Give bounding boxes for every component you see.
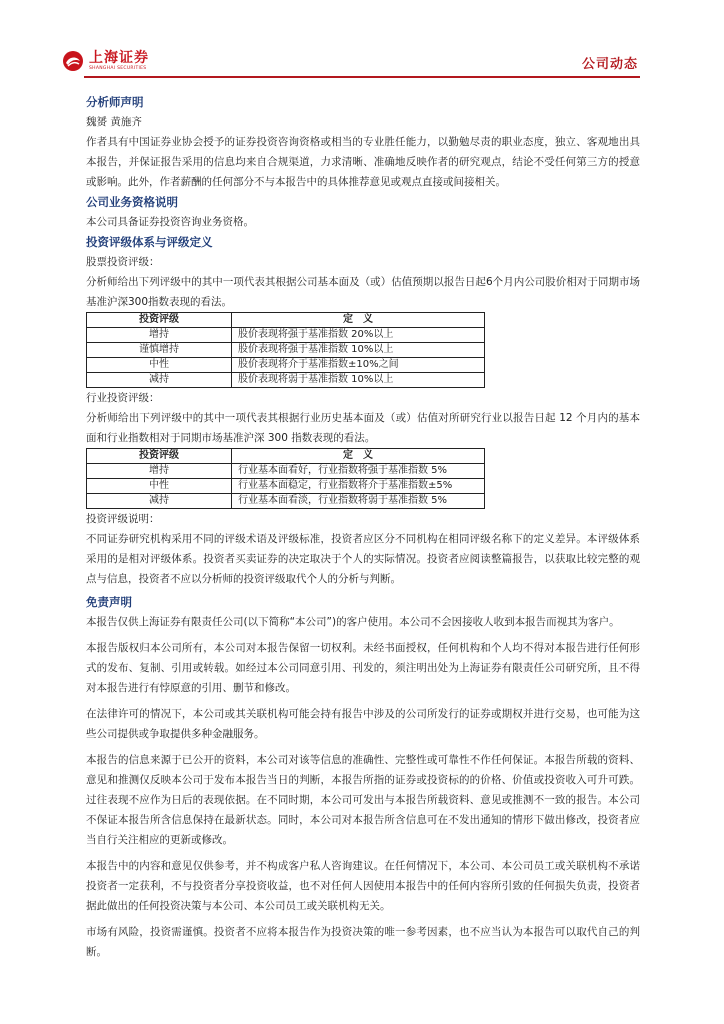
disclaimer-paragraph: 本报告的信息来源于已公开的资料，本公司对该等信息的准确性、完整性或可靠性不作任何保证。本报告所载的资料、意见和推测仅反映本公司于发布本报告当日的判断，本报告所指的证券或投资标的的价格、价值或投资收入可升可跌。过往表现不应作为日后的表现依据。在不同时期，本公司可发出与本报告所载资料、意见或推测不一致的报告。本公司不保证本报告所含信息保持在最新状态。同时，本公司对本报告所含信息可在不发出通知的情形下做出修改，投资者应当自行关注相应的更新或修改。 [86, 754, 640, 846]
industry-rating-label: 行业投资评级： [86, 392, 160, 404]
page-header [0, 0, 724, 80]
definition-cell: 股价表现将弱于基准指数 10%以上 [232, 373, 485, 388]
logo-emblem-icon [62, 50, 84, 72]
analyst-statement: 作者具有中国证券业协会授予的证券投资咨询资格或相当的专业胜任能力，以勤勉尽责的职业态度，独立、客观地出具本报告，并保证报告采用的信息均来自合规渠道，力求清晰、准确地反映作者的研究观点，结论不受任何第三方的授意或影响。此外，作者薪酬的任何部分不与本报告中的具体推荐意见或观点直接或间接相关。 [86, 136, 640, 188]
table-row [87, 464, 485, 479]
table-row [87, 373, 485, 388]
report-body [86, 92, 640, 962]
rating-cell: 减持 [87, 494, 232, 509]
table-row [87, 358, 485, 373]
stock-rating-table [86, 312, 485, 388]
rating-cell: 谨慎增持 [87, 343, 232, 358]
rating-cell: 中性 [87, 479, 232, 494]
table-header-cell: 投资评级 [87, 449, 232, 464]
report-type-title: 公司动态 [581, 57, 638, 72]
disclaimer-paragraph: 本报告版权归本公司所有，本公司对本报告保留一切权利。未经书面授权，任何机构和个人均不得对本报告进行任何形式的发布、复制、引用或转载。如经过本公司同意引用、刊发的，须注明出处为上海证券有限责任公司研究所，且不得对本报告进行有悖原意的引用、删节和修改。 [86, 642, 640, 694]
qualification-text: 本公司具备证券投资咨询业务资格。 [86, 216, 254, 228]
analyst-heading: 分析师声明 [86, 95, 144, 109]
table-header-cell: 定 义 [232, 313, 485, 328]
logo-english-name: SHANGHAI SECURITIES [89, 65, 147, 71]
industry-rating-table [86, 448, 485, 509]
rating-cell: 增持 [87, 464, 232, 479]
table-header-cell: 投资评级 [87, 313, 232, 328]
table-row [87, 343, 485, 358]
rating-cell: 减持 [87, 373, 232, 388]
rating-note-text: 不同证券研究机构采用不同的评级术语及评级标准，投资者应区分不同机构在相同评级名称下的定义差异。本评级体系采用的是相对评级体系。投资者买卖证券的决定取决于个人的实际情况。投资者应阅读整篇报告，以获取比较完整的观点与信息，投资者不应以分析师的投资评级取代个人的分析与判断。 [86, 533, 640, 585]
company-logo [62, 50, 149, 72]
definition-cell: 行业基本面稳定，行业指数将介于基准指数±5% [232, 479, 485, 494]
analyst-names: 魏赟 黄施齐 [86, 116, 142, 128]
table-header-row [87, 313, 485, 328]
definition-cell: 股价表现将强于基准指数 20%以上 [232, 328, 485, 343]
header-divider [84, 76, 640, 78]
industry-rating-description: 分析师给出下列评级中的其中一项代表其根据行业历史基本面及（或）估值对所研究行业以报告日起 12 个月内的基本面和行业指数相对于同期市场基准沪深 300 指数表现的看法。 [86, 412, 640, 444]
rating-note-label: 投资评级说明： [86, 513, 160, 525]
definition-cell: 股价表现将强于基准指数 10%以上 [232, 343, 485, 358]
definition-cell: 股价表现将介于基准指数±10%之间 [232, 358, 485, 373]
disclaimer-paragraph: 市场有风险，投资需谨慎。投资者不应将本报告作为投资决策的唯一参考因素，也不应当认为本报告可以取代自己的判断。 [86, 926, 640, 958]
table-row [87, 479, 485, 494]
table-row [87, 494, 485, 509]
rating-cell: 中性 [87, 358, 232, 373]
disclaimer-paragraph: 本报告仅供上海证券有限责任公司(以下简称“本公司”)的客户使用。本公司不会因接收人收到本报告而视其为客户。 [86, 616, 620, 628]
disclaimer-paragraph: 本报告中的内容和意见仅供参考，并不构成客户私人咨询建议。在任何情况下，本公司、本公司员工或关联机构不承诺投资者一定获利，不与投资者分享投资收益，也不对任何人因使用本报告中的任何内容所引致的任何损失负责，投资者据此做出的任何投资决策与本公司、本公司员工或关联机构无关。 [86, 860, 640, 912]
disclaimer-heading: 免责声明 [86, 595, 132, 609]
definition-cell: 行业基本面看好，行业指数将强于基准指数 5% [232, 464, 485, 479]
definition-cell: 行业基本面看淡，行业指数将弱于基准指数 5% [232, 494, 485, 509]
stock-rating-label: 股票投资评级： [86, 256, 160, 268]
qualification-heading: 公司业务资格说明 [86, 195, 178, 209]
table-header-cell: 定 义 [232, 449, 485, 464]
rating-cell: 增持 [87, 328, 232, 343]
table-row [87, 328, 485, 343]
disclaimer-paragraph: 在法律许可的情况下，本公司或其关联机构可能会持有报告中涉及的公司所发行的证券或期权并进行交易，也可能为这些公司提供或争取提供多种金融服务。 [86, 708, 640, 740]
stock-rating-description: 分析师给出下列评级中的其中一项代表其根据公司基本面及（或）估值预期以报告日起6个月内公司股价相对于同期市场基准沪深300指数表现的看法。 [86, 276, 640, 308]
rating-heading: 投资评级体系与评级定义 [86, 235, 213, 249]
table-header-row [87, 449, 485, 464]
logo-chinese-name: 上海证券 [89, 49, 149, 66]
